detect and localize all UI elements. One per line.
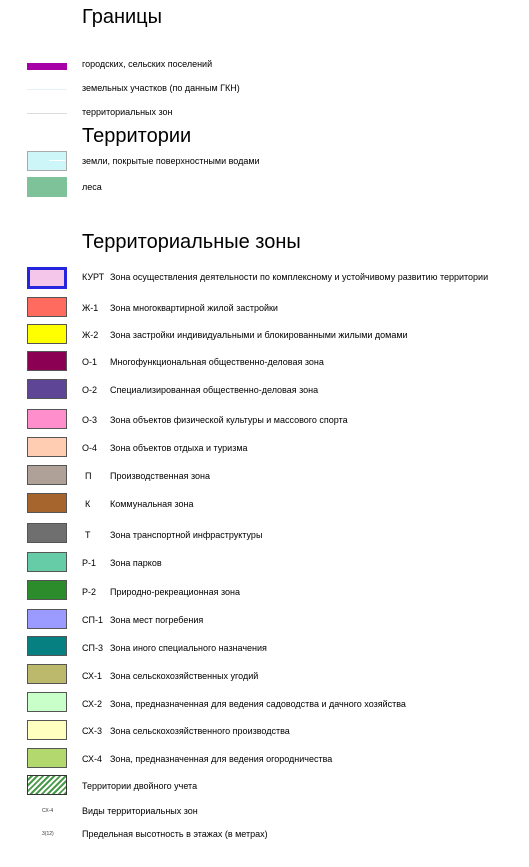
zone-label-zh2: Зона застройки индивидуальными и блокированными жилыми домами: [110, 330, 408, 340]
height-limit-label: Предельная высотность в этажах (в метрах): [82, 829, 268, 839]
zone-label-sh4: Зона, предназначенная для ведения огородничества: [110, 754, 333, 764]
zone-swatch-o3: [27, 409, 67, 429]
section-title-zones: Территориальные зоны: [82, 231, 301, 253]
zone-swatch-zh1: [27, 297, 67, 317]
zone-swatch-kurt: [27, 267, 67, 289]
zone-label-o2: Специализированная общественно-деловая зона: [110, 385, 319, 395]
double-account-label: Территории двойного учета: [82, 781, 198, 791]
zone-code-k: К: [85, 499, 91, 509]
zone-label-kurt: Зона осуществления деятельности по комплексному и устойчивому развитию территории: [110, 272, 489, 282]
zone-label-sh1: Зона сельскохозяйственных угодий: [110, 671, 259, 681]
zone-label-o1: Многофункциональная общественно-деловая зона: [110, 357, 324, 367]
zone-swatch-zh2: [27, 324, 67, 344]
zone-label-p: Производственная зона: [110, 471, 211, 481]
zone-swatch-sp3: [27, 636, 67, 656]
zone-swatch-p: [27, 465, 67, 485]
zone-code-sh3: СХ-3: [82, 726, 102, 736]
zone-swatch-o2: [27, 379, 67, 399]
zone-code-sp1: СП-1: [82, 615, 103, 625]
zone-code-sh4: СХ-4: [82, 754, 102, 764]
zone-code-o3: О-3: [82, 415, 98, 425]
zone-code-sh1: СХ-1: [82, 671, 102, 681]
zone-label-t: Зона транспортной инфраструктуры: [110, 530, 263, 540]
section-title-borders: Границы: [82, 6, 162, 28]
zone-type-sample: СХ-4: [42, 808, 54, 814]
forest-label: леса: [82, 182, 102, 192]
zone-label-o3: Зона объектов физической культуры и массового спорта: [110, 415, 348, 425]
zone-code-zh1: Ж-1: [82, 303, 99, 313]
zone-code-o4: О-4: [82, 443, 98, 453]
border-land-plot-line: [27, 89, 67, 90]
zone-label-sp3: Зона иного специального назначения: [110, 643, 267, 653]
zone-label-k: Коммунальная зона: [110, 499, 194, 509]
forest-swatch: [27, 177, 67, 197]
zone-code-p: П: [85, 471, 92, 481]
zone-label-r2: Природно-рекреационная зона: [110, 587, 241, 597]
zone-swatch-sp1: [27, 609, 67, 629]
zone-swatch-sh2: [27, 692, 67, 712]
zone-label-sh3: Зона сельскохозяйственного производства: [110, 726, 290, 736]
border-settlement-line: [27, 63, 67, 70]
zone-label-o4: Зона объектов отдыха и туризма: [110, 443, 248, 453]
zone-swatch-sh1: [27, 664, 67, 684]
zone-label-zh1: Зона многоквартирной жилой застройки: [110, 303, 278, 313]
zone-swatch-sh4: [27, 748, 67, 768]
zone-label-sp1: Зона мест погребения: [110, 615, 204, 625]
zone-code-sp3: СП-3: [82, 643, 103, 653]
zone-code-zh2: Ж-2: [82, 330, 99, 340]
zone-code-kurt: КУРТ: [82, 272, 105, 282]
zone-swatch-r2: [27, 580, 67, 600]
height-limit-sample: 3(12): [42, 831, 54, 837]
zone-code-o1: О-1: [82, 357, 98, 367]
border-zone-label: территориальных зон: [82, 107, 173, 117]
zone-type-label: Виды территориальных зон: [82, 806, 198, 816]
zone-swatch-k: [27, 493, 67, 513]
section-title-territories: Территории: [82, 125, 192, 147]
zone-swatch-o1: [27, 351, 67, 371]
zone-swatch-o4: [27, 437, 67, 457]
border-zone-line: [27, 113, 67, 114]
zone-label-r1: Зона парков: [110, 558, 162, 568]
zone-swatch-r1: [27, 552, 67, 572]
border-land-plot-label: земельных участков (по данным ГКН): [82, 83, 240, 93]
zone-code-t: Т: [85, 530, 91, 540]
border-settlement-label: городских, сельских поселений: [82, 59, 213, 69]
zone-code-r2: Р-2: [82, 587, 97, 597]
water-swatch: [27, 151, 67, 171]
zone-code-sh2: СХ-2: [82, 699, 102, 709]
water-label: земли, покрытые поверхностными водами: [82, 156, 260, 166]
double-account-hatch-swatch: [27, 775, 67, 795]
zone-swatch-sh3: [27, 720, 67, 740]
zone-code-o2: О-2: [82, 385, 98, 395]
zone-code-r1: Р-1: [82, 558, 97, 568]
zone-label-sh2: Зона, предназначенная для ведения садоводства и дачного хозяйства: [110, 699, 406, 709]
zone-swatch-t: [27, 523, 67, 543]
